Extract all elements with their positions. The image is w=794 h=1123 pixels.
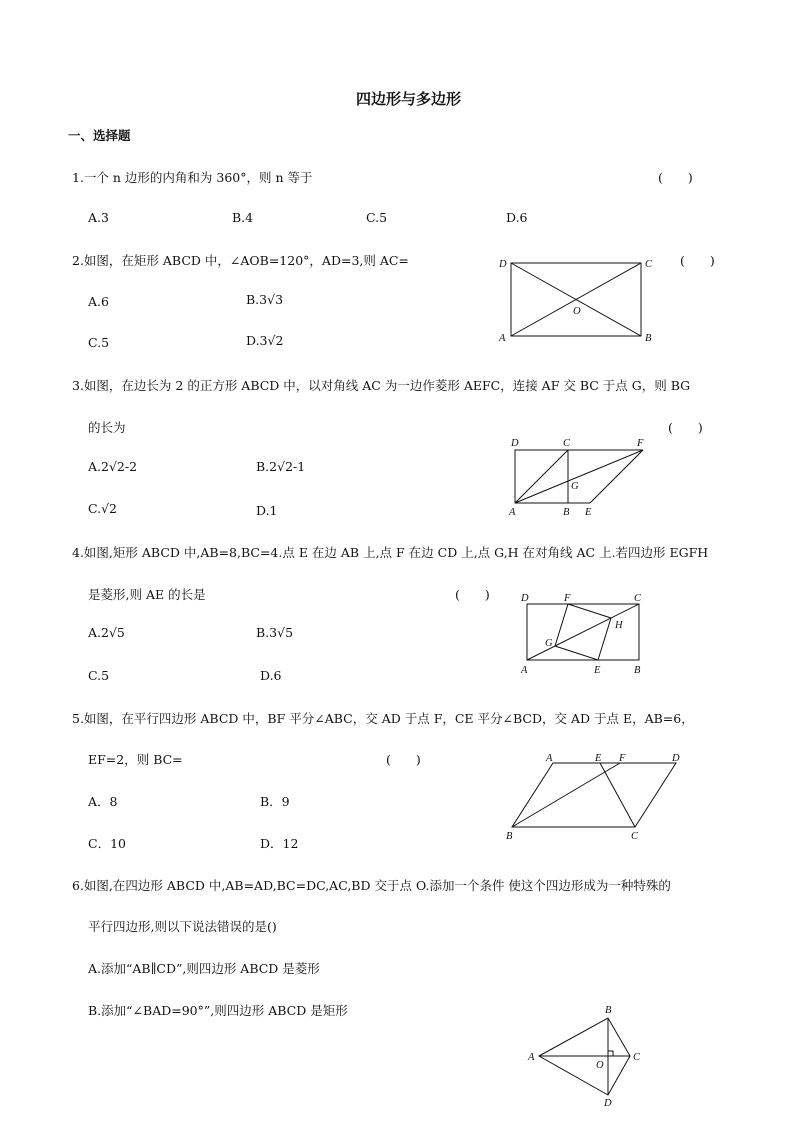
q4-label-b: B xyxy=(634,665,641,676)
q1-stem: 1.一个 n 边形的内角和为 360°，则 n 等于 xyxy=(72,170,313,185)
q6-option-a: A.添加“AB∥CD”,则四边形 ABCD 是菱形 xyxy=(88,961,320,976)
q4-option-a: A.2√5 xyxy=(88,625,125,640)
q4-stem-line1: 4.如图,矩形 ABCD 中,AB=8,BC=4.点 E 在边 AB 上,点 F 在边 CD 上,点 G,H 在对角线 AC 上.若四边形 EGFH xyxy=(72,545,709,560)
q4-label-a: A xyxy=(521,665,528,676)
q4-label-c: C xyxy=(634,593,642,604)
q3-option-a: A.2√2-2 xyxy=(88,459,138,474)
q4-option-c: C.5 xyxy=(88,668,110,683)
q3-stem-line1: 3.如图，在边长为 2 的正方形 ABCD 中，以对角线 AC 为一边作菱形 AEFC，连接 AF 交 BC 于点 G，则 BG xyxy=(72,378,691,393)
section-heading: 一、选择题 xyxy=(68,128,131,143)
q5-label-a: A xyxy=(546,753,553,764)
q3-label-a: A xyxy=(509,507,516,518)
q3-label-e: E xyxy=(585,507,592,518)
q5-answer-bracket: ( ) xyxy=(386,752,421,767)
q6-label-c: C xyxy=(633,1052,641,1063)
q5-option-c: C．10 xyxy=(88,836,126,851)
q6-label-a: A xyxy=(528,1052,535,1063)
q2-answer-bracket: ( ) xyxy=(680,253,715,268)
q4-stem-line2: 是菱形,则 AE 的长是 xyxy=(88,587,206,602)
q5-option-b: B．9 xyxy=(260,794,290,809)
q5-option-d: D．12 xyxy=(260,836,299,851)
q2-option-c: C.5 xyxy=(88,335,110,350)
q3-label-c: C xyxy=(563,438,571,449)
q3-label-d: D xyxy=(511,438,519,449)
q4-option-d: D.6 xyxy=(260,668,282,683)
q2-option-d: D.3√2 xyxy=(246,333,284,348)
q5-label-b: B xyxy=(506,831,513,842)
q5-option-a: A．8 xyxy=(88,794,118,809)
q3-option-c: C.√2 xyxy=(88,501,118,516)
q1-answer-bracket: ( ) xyxy=(658,170,693,185)
q3-label-f: F xyxy=(637,438,644,449)
page-title: 四边形与多边形 xyxy=(356,90,462,108)
q3-stem-line2: 的长为 xyxy=(88,420,126,435)
q4-label-f: F xyxy=(564,593,571,604)
q5-stem-line1: 5.如图，在平行四边形 ABCD 中，BF 平分∠ABC，交 AD 于点 F，CE 平分∠BCD，交 AD 于点 E，AB=6， xyxy=(72,711,694,726)
q5-label-c: C xyxy=(631,831,639,842)
q4-option-b: B.3√5 xyxy=(256,625,294,640)
q3-answer-bracket: ( ) xyxy=(668,420,703,435)
q5-label-d: D xyxy=(672,753,680,764)
q5-parallelogram-figure xyxy=(500,750,690,842)
q5-label-e: E xyxy=(595,753,602,764)
q4-answer-bracket: ( ) xyxy=(455,587,490,602)
q4-label-h: H xyxy=(615,620,623,631)
q6-stem-line1: 6.如图,在四边形 ABCD 中,AB=AD,BC=DC,AC,BD 交于点 O.添加一个条件 使这个四边形成为一种特殊的 xyxy=(72,878,671,893)
q6-stem-line2: 平行四边形,则以下说法错误的是() xyxy=(88,919,277,934)
q2-label-c: C xyxy=(645,259,653,270)
q2-label-o: O xyxy=(573,306,581,317)
q2-rectangle-figure xyxy=(495,252,665,348)
q5-label-f: F xyxy=(619,753,626,764)
q4-label-d: D xyxy=(521,593,529,604)
q3-option-b: B.2√2-1 xyxy=(256,459,306,474)
q4-rectangle-rhombus-figure xyxy=(515,590,650,678)
q2-option-b: B.3√3 xyxy=(246,292,284,307)
q6-label-b: B xyxy=(605,1005,612,1016)
q2-label-b: B xyxy=(645,333,652,344)
q6-label-o: O xyxy=(596,1060,604,1071)
q2-label-d: D xyxy=(499,259,507,270)
q1-option-a: A.3 xyxy=(88,210,109,225)
q5-stem-line2: EF=2，则 BC= xyxy=(88,752,183,767)
q2-label-a: A xyxy=(499,333,506,344)
q2-stem: 2.如图，在矩形 ABCD 中，∠AOB=120°，AD=3,则 AC= xyxy=(72,253,409,268)
q4-label-e: E xyxy=(594,665,601,676)
q2-option-a: A.6 xyxy=(88,294,109,309)
q3-square-rhombus-figure xyxy=(505,436,655,520)
q3-label-g: G xyxy=(571,481,579,492)
q6-label-d: D xyxy=(604,1098,612,1109)
q1-option-b: B.4 xyxy=(232,210,254,225)
q1-option-d: D.6 xyxy=(506,210,528,225)
q6-option-b: B.添加“∠BAD=90°”,则四边形 ABCD 是矩形 xyxy=(88,1003,348,1018)
q6-kite-figure xyxy=(525,1002,650,1112)
q1-option-c: C.5 xyxy=(366,210,388,225)
q3-option-d: D.1 xyxy=(256,503,278,518)
q3-label-b: B xyxy=(563,507,570,518)
q4-label-g: G xyxy=(545,638,553,649)
